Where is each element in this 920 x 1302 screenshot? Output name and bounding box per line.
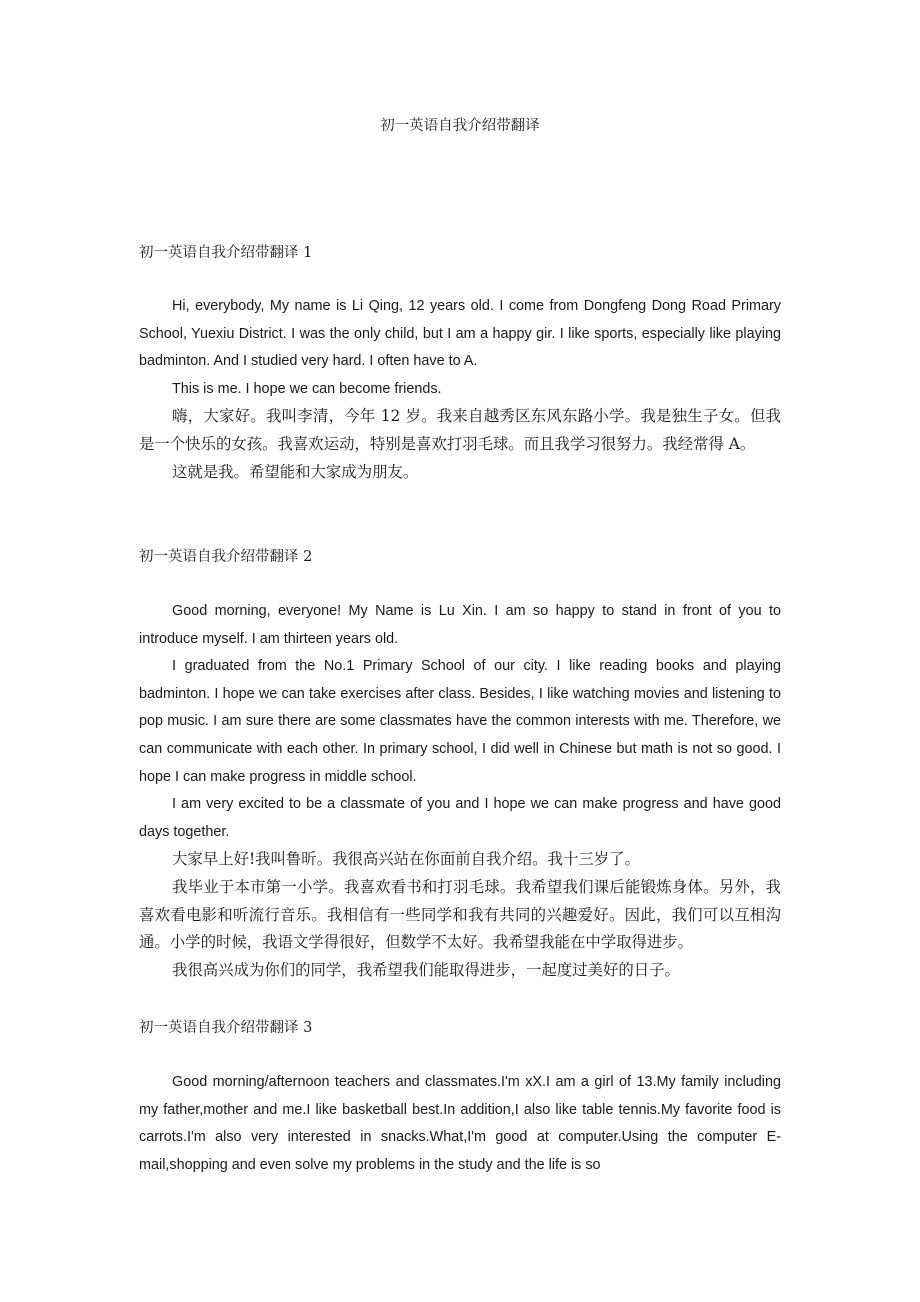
paragraph: This is me. I hope we can become friends.	[172, 380, 442, 397]
section-body-3	[139, 1069, 781, 1179]
paragraph: I graduated from the No.1 Primary School of our city. I like reading books and playing badminton. I hope we can take exercises after class. Besides, I like watching movies and listening to pop music. I am sure there are some classmates have the common interests with me. Therefore, we can communicate with each other. In primary school, I did well in Chinese but math is not so good. I hope I can make progress in middle school.	[139, 658, 781, 785]
paragraph: Hi, everybody, My name is Li Qing, 12 years old. I come from Dongfeng Dong Road Primary School, Yuexiu District. I was the only child, but I am a happy gir. I like sports, especially like playing badminton. And I studied very hard. I often have to A.	[139, 298, 781, 370]
section-body-2	[139, 598, 781, 984]
section-body-1	[139, 293, 781, 486]
document-title: 初一英语自我介绍带翻译	[380, 118, 540, 134]
paragraph: Good morning/afternoon teachers and classmates.I'm xX.I am a girl of 13.My family including my father,mother and me.I like basketball best.In addition,I also like table tennis.My favorite food is carrots.I'm also very interested in snacks.What,I'm good at computer.Using the computer E-mail,shopping and even solve my problems in the study and the life is so	[139, 1074, 781, 1173]
section-heading-2: 初一英语自我介绍带翻译 2	[139, 549, 313, 565]
paragraph: 这就是我。希望能和大家成为朋友。	[172, 462, 419, 481]
paragraph: 我毕业于本市第一小学。我喜欢看书和打羽毛球。我希望我们课后能锻炼身体。另外，我喜欢看电影和听流行音乐。我相信有一些同学和我有共同的兴趣爱好。因此，我们可以互相沟通。小学的时候，我语文学得很好，但数学不太好。我希望我能在中学取得进步。	[139, 877, 781, 952]
paragraph: I am very excited to be a classmate of you and I hope we can make progress and have good days together.	[139, 796, 781, 840]
paragraph: 大家早上好!我叫鲁昕。我很高兴站在你面前自我介绍。我十三岁了。	[172, 850, 640, 869]
paragraph: Good morning, everyone! My Name is Lu Xin. I am so happy to stand in front of you to introduce myself. I am thirteen years old.	[139, 603, 781, 647]
paragraph: 我很高兴成为你们的同学，我希望我们能取得进步，一起度过美好的日子。	[172, 960, 680, 979]
section-heading-3: 初一英语自我介绍带翻译 3	[139, 1020, 313, 1036]
section-heading-1: 初一英语自我介绍带翻译 1	[139, 245, 313, 261]
paragraph: 嗨，大家好。我叫李清，今年 12 岁。我来自越秀区东风东路小学。我是独生子女。但我是一个快乐的女孩。我喜欢运动，特别是喜欢打羽毛球。而且我学习很努力。我经常得 A。	[139, 407, 781, 453]
